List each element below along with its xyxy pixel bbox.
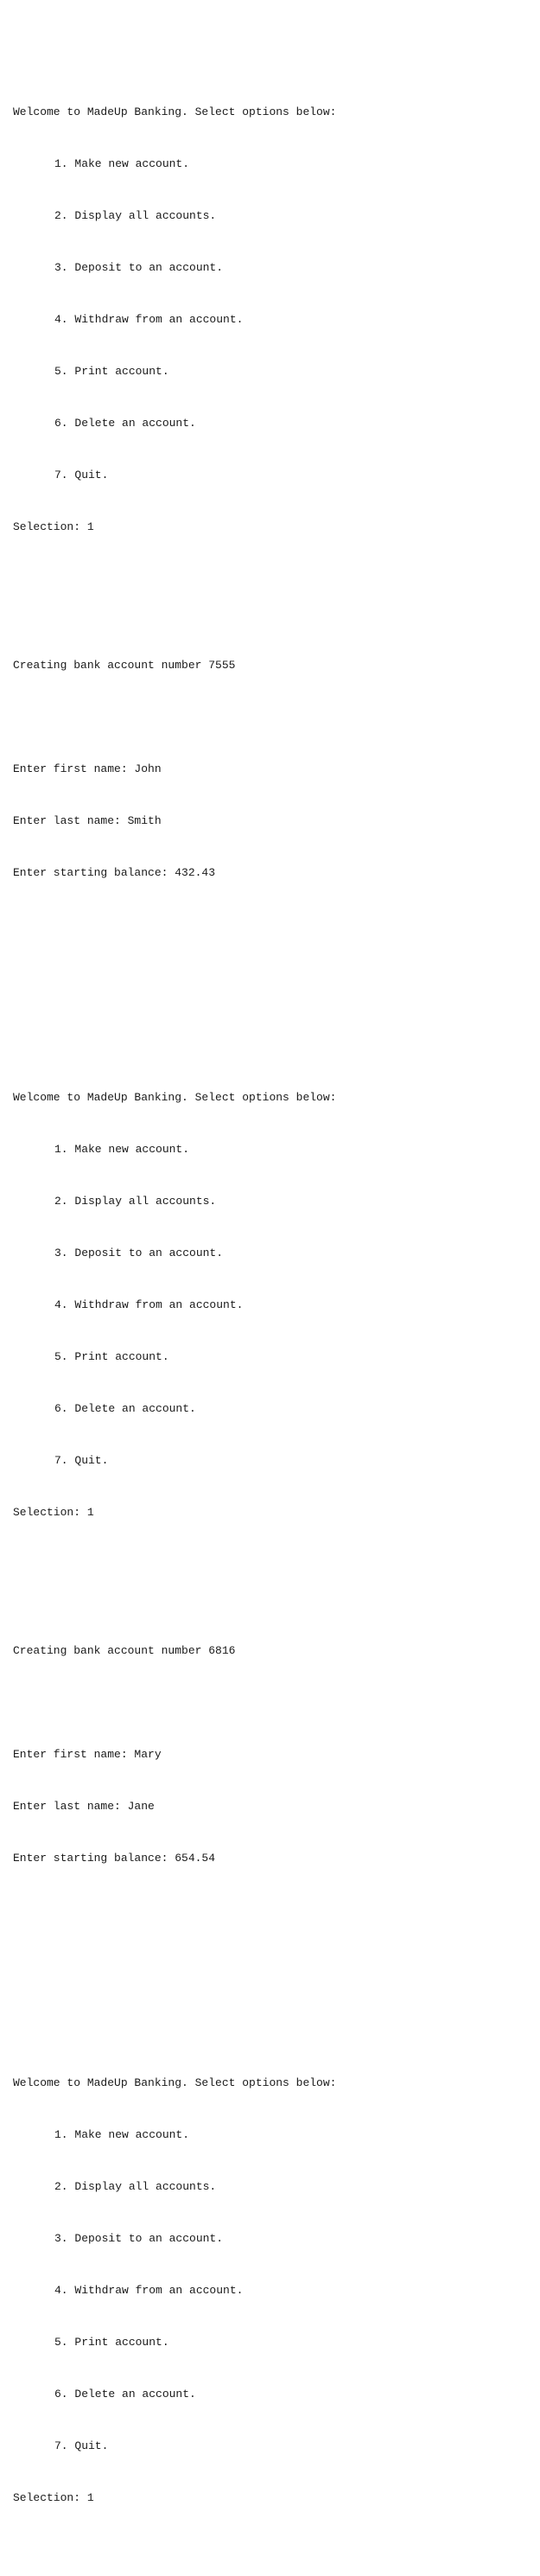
menu-option-1: 1. Make new account. — [54, 2128, 190, 2141]
menu-option-2: 2. Display all accounts. — [54, 209, 217, 222]
menu-option-2: 2. Display all accounts. — [54, 2180, 217, 2193]
blank-line — [13, 1902, 531, 1919]
menu-option-5: 5. Print account. — [54, 1350, 169, 1363]
menu-option-4: 4. Withdraw from an account. — [54, 313, 244, 326]
menu-option-6: 6. Delete an account. — [54, 417, 196, 430]
creating-account-line: Creating bank account number 7555 — [13, 659, 236, 672]
blank-line — [13, 605, 531, 622]
menu-option-7: 7. Quit. — [54, 1454, 109, 1467]
blank-line — [13, 968, 531, 985]
welcome-line: Welcome to MadeUp Banking. Select options below: — [13, 1091, 337, 1104]
menu-option-3: 3. Deposit to an account. — [54, 1247, 224, 1259]
blank-line — [13, 1694, 531, 1712]
menu-option-6: 6. Delete an account. — [54, 2388, 196, 2401]
menu-option-1: 1. Make new account. — [54, 1143, 190, 1156]
selection-line: Selection: 1 — [13, 2491, 94, 2504]
blank-line — [13, 1954, 531, 1971]
blank-line — [13, 1591, 531, 1608]
starting-balance-prompt: Enter starting balance: 654.54 — [13, 1852, 216, 1865]
last-name-prompt: Enter last name: Smith — [13, 814, 162, 827]
menu-block — [13, 69, 531, 571]
menu-option-5: 5. Print account. — [54, 365, 169, 378]
menu-option-5: 5. Print account. — [54, 2336, 169, 2349]
selection-line: Selection: 1 — [13, 520, 94, 533]
menu-option-6: 6. Delete an account. — [54, 1402, 196, 1415]
menu-block — [13, 1055, 531, 1556]
last-name-prompt: Enter last name: Jane — [13, 1800, 155, 1813]
selection-line: Selection: 1 — [13, 1506, 94, 1519]
menu-option-3: 3. Deposit to an account. — [54, 261, 224, 274]
menu-block — [13, 2040, 531, 2541]
console-output — [13, 0, 531, 2576]
menu-option-2: 2. Display all accounts. — [54, 1195, 217, 1208]
menu-option-1: 1. Make new account. — [54, 157, 190, 170]
menu-option-4: 4. Withdraw from an account. — [54, 1298, 244, 1311]
blank-line — [13, 709, 531, 726]
first-name-prompt: Enter first name: Mary — [13, 1748, 162, 1761]
first-name-prompt: Enter first name: John — [13, 762, 162, 775]
welcome-line: Welcome to MadeUp Banking. Select options below: — [13, 105, 337, 118]
menu-option-7: 7. Quit. — [54, 2439, 109, 2452]
blank-line — [13, 916, 531, 934]
starting-balance-prompt: Enter starting balance: 432.43 — [13, 866, 216, 879]
menu-option-7: 7. Quit. — [54, 469, 109, 481]
menu-option-3: 3. Deposit to an account. — [54, 2232, 224, 2245]
menu-option-4: 4. Withdraw from an account. — [54, 2284, 244, 2297]
creating-account-line: Creating bank account number 6816 — [13, 1644, 236, 1657]
welcome-line: Welcome to MadeUp Banking. Select options below: — [13, 2076, 337, 2089]
